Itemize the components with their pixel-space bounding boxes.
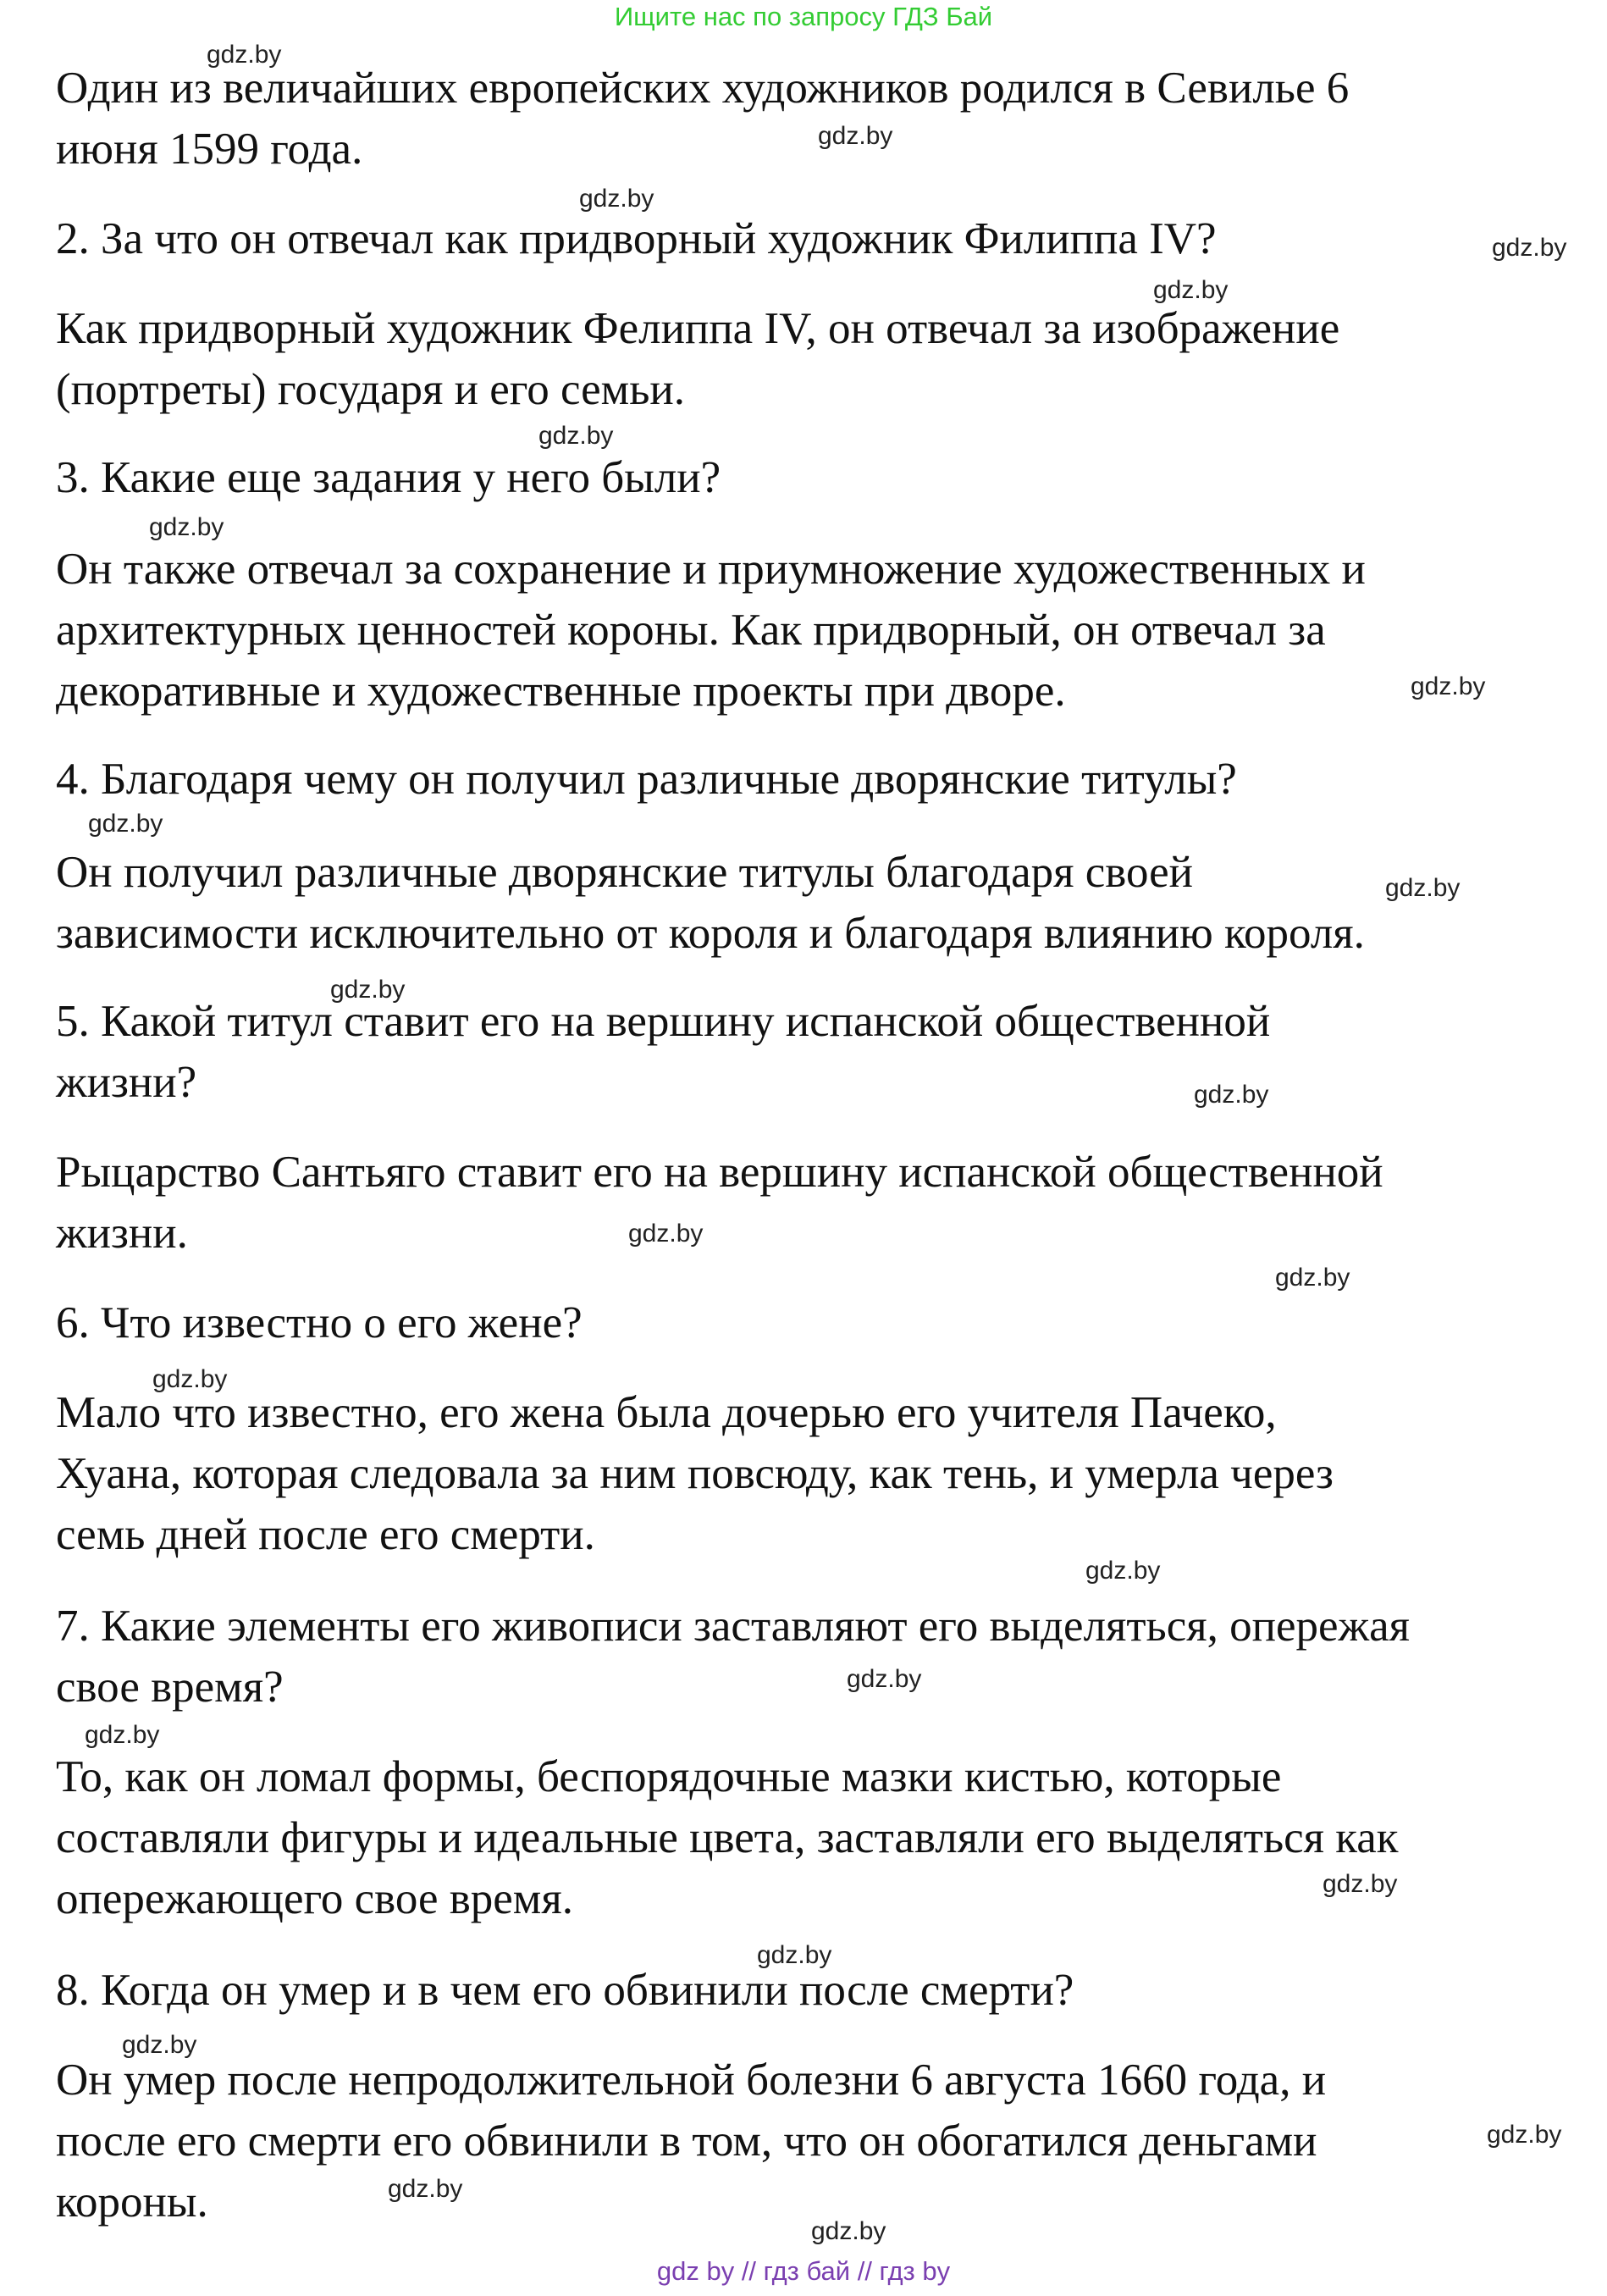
answer-3-line-1: Он также отвечал за сохранение и приумножение художественных и — [56, 545, 1366, 594]
answer-6-line-1: Мало что известно, его жена была дочерью его учителя Пачеко, — [56, 1388, 1277, 1437]
watermark: gdz.by — [538, 422, 614, 450]
watermark: gdz.by — [811, 2217, 886, 2245]
question-7 — [56, 1596, 1571, 1718]
answer-1-line-1: Один из величайших европейских художников родился в Севилье 6 — [56, 64, 1350, 113]
question-5-line-2: жизни? — [56, 1058, 197, 1107]
question-8-line-1: 8. Когда он умер и в чем его обвинили после смерти? — [56, 1966, 1074, 2015]
question-5 — [56, 991, 1571, 1113]
answer-8-line-3: короны. — [56, 2177, 208, 2227]
answer-4 — [56, 842, 1571, 964]
watermark: gdz.by — [1194, 1081, 1269, 1109]
question-2-line-1: 2. За что он отвечал как придворный художник Филиппа IV? — [56, 214, 1217, 263]
question-5-line-1: 5. Какой титул ставит его на вершину испанской общественной — [56, 997, 1271, 1046]
watermark: gdz.by — [1085, 1557, 1161, 1585]
watermark: gdz.by — [149, 513, 224, 541]
answer-5-line-2: жизни. — [56, 1209, 188, 1258]
answer-6-line-2: Хуана, которая следовала за ним повсюду, как тень, и умерла через — [56, 1449, 1334, 1498]
answer-3 — [56, 539, 1571, 722]
answer-2-line-1: Как придворный художник Фелиппа IV, он отвечал за изображение — [56, 304, 1340, 353]
header-search-hint[interactable]: Ищите нас по запросу ГДЗ Бай — [614, 2, 993, 31]
watermark: gdz.by — [207, 41, 282, 69]
answer-4-line-1: Он получил различные дворянские титулы благодаря своей — [56, 848, 1193, 897]
watermark: gdz.by — [628, 1220, 704, 1248]
answer-7-line-2: составляли фигуры и идеальные цвета, заставляли его выделяться как — [56, 1813, 1399, 1862]
watermark: gdz.by — [1275, 1264, 1350, 1292]
answer-7-line-3: опережающего свое время. — [56, 1874, 573, 1923]
question-3 — [56, 447, 1571, 508]
footer-links[interactable]: gdz by // гдз бай // гдз by — [656, 2256, 951, 2286]
answer-6-line-3: семь дней после его смерти. — [56, 1510, 595, 1559]
watermark: gdz.by — [330, 976, 406, 1004]
answer-5 — [56, 1142, 1571, 1264]
watermark: gdz.by — [1411, 672, 1486, 700]
answer-2 — [56, 298, 1571, 420]
question-7-line-2: свое время? — [56, 1663, 284, 1712]
watermark: gdz.by — [757, 1941, 832, 1969]
watermark: gdz.by — [152, 1365, 228, 1393]
question-4-line-1: 4. Благодаря чему он получил различные дворянские титулы? — [56, 755, 1237, 804]
watermark: gdz.by — [85, 1721, 160, 1749]
answer-2-line-2: (портреты) государя и его семьи. — [56, 365, 685, 414]
watermark: gdz.by — [88, 810, 163, 838]
question-6 — [56, 1292, 1571, 1353]
watermark: gdz.by — [1487, 2121, 1562, 2149]
question-6-line-1: 6. Что известно о его жене? — [56, 1298, 583, 1347]
watermark: gdz.by — [847, 1665, 922, 1693]
watermark: gdz.by — [818, 122, 893, 150]
answer-7-line-1: То, как он ломал формы, беспорядочные мазки кистью, которые — [56, 1752, 1282, 1801]
answer-6 — [56, 1382, 1571, 1565]
watermark: gdz.by — [1492, 234, 1567, 262]
watermark: gdz.by — [388, 2175, 463, 2203]
answer-1 — [56, 58, 1571, 180]
watermark: gdz.by — [1385, 874, 1461, 902]
answer-8-line-1: Он умер после непродолжительной болезни 6 августа 1660 года, и — [56, 2055, 1327, 2105]
answer-3-line-3: декоративные и художественные проекты при дворе. — [56, 667, 1066, 716]
watermark: gdz.by — [579, 185, 654, 213]
question-4 — [56, 749, 1571, 810]
watermark: gdz.by — [1323, 1870, 1398, 1898]
answer-7 — [56, 1746, 1571, 1929]
question-2 — [56, 208, 1571, 269]
watermark: gdz.by — [1153, 276, 1229, 304]
answer-5-line-1: Рыцарство Сантьяго ставит его на вершину испанской общественной — [56, 1148, 1383, 1197]
answer-8-line-2: после его смерти его обвинили в том, что он обогатился деньгами — [56, 2116, 1317, 2166]
answer-8 — [56, 2050, 1571, 2232]
question-3-line-1: 3. Какие еще задания у него были? — [56, 453, 721, 502]
question-7-line-1: 7. Какие элементы его живописи заставляют его выделяться, опережая — [56, 1602, 1411, 1651]
answer-3-line-2: архитектурных ценностей короны. Как придворный, он отвечал за — [56, 606, 1326, 655]
watermark: gdz.by — [122, 2031, 197, 2059]
answer-1-line-2: июня 1599 года. — [56, 124, 363, 174]
answer-4-line-2: зависимости исключительно от короля и благодаря влиянию короля. — [56, 909, 1365, 958]
